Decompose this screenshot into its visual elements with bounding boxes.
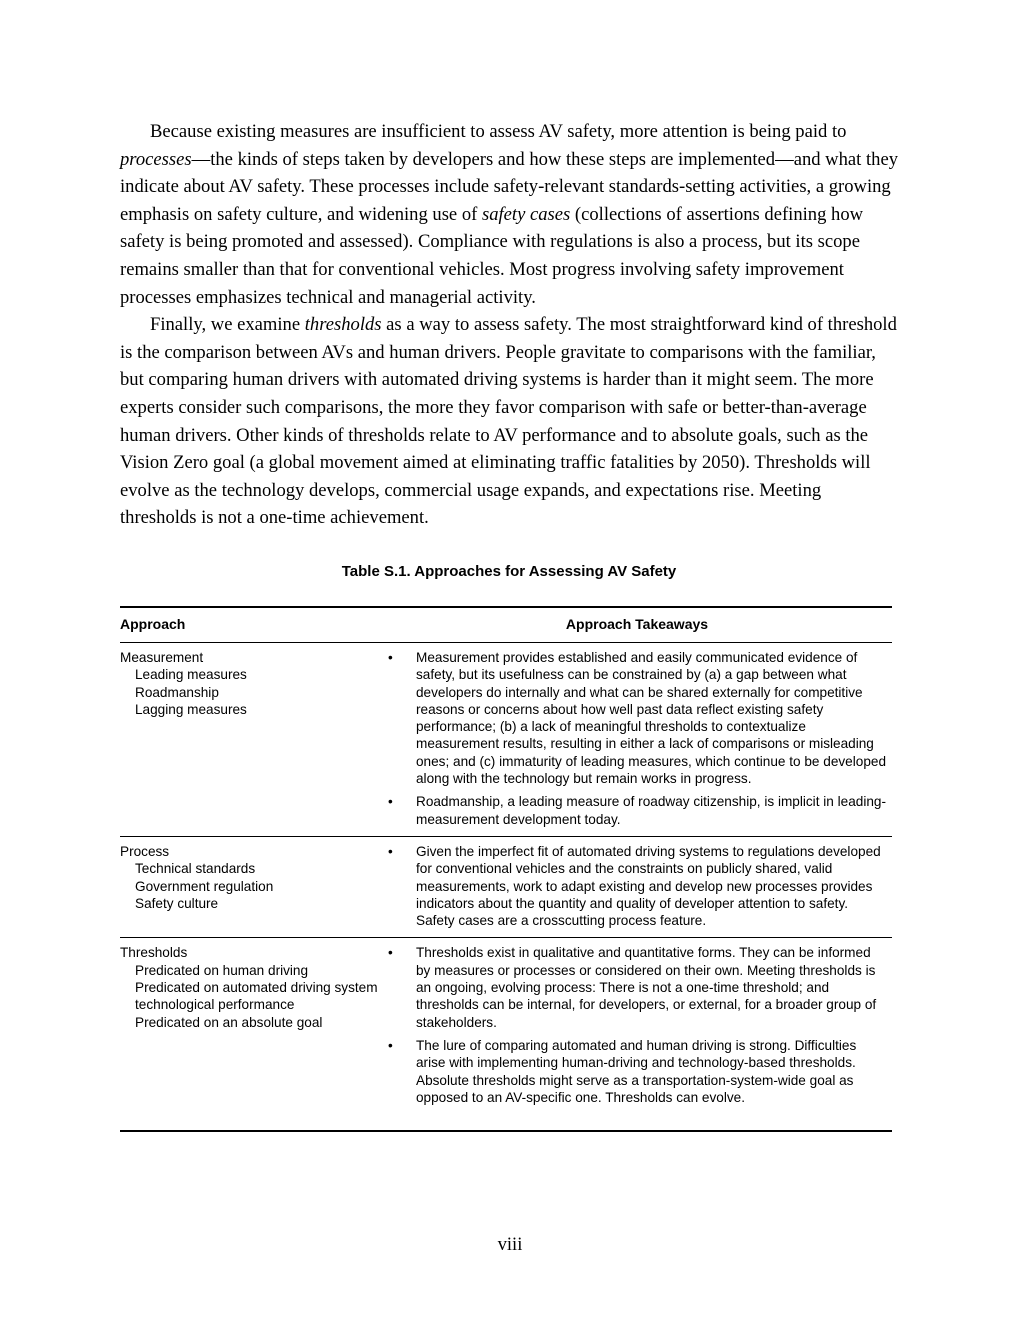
takeaways-cell <box>382 843 892 929</box>
bullet-icon: • <box>388 1037 393 1053</box>
approach-subitem: Safety culture <box>135 895 219 911</box>
approach-subitem: Predicated on an absolute goal <box>135 1014 323 1030</box>
takeaway-bullet <box>382 1037 892 1106</box>
page-number: viii <box>497 1234 523 1255</box>
paragraph-text: Finally, we examine <box>150 314 305 336</box>
table-row-process <box>120 837 892 938</box>
paragraph-processes <box>120 118 898 311</box>
approach-cell <box>120 843 382 929</box>
approach-subitem: Technical standards <box>135 861 256 877</box>
paragraph-text: —the kinds of steps taken by developers and how these steps are implemented—and what they indicate about AV safety. These processes include safety-relevant standards-setting activities, a growing emphasis on safety culture, and widening use of <box>120 148 898 225</box>
takeaway-text: The lure of comparing automated and human driving is strong. Difficulties arise with implementing human-driving and technology-based thresholds. Absolute thresholds might serve as a transportation-system-wide goal as opposed to an AV-specific one. Thresholds can evolve. <box>416 1037 857 1105</box>
emphasis-thresholds: thresholds <box>304 314 382 336</box>
bullet-icon: • <box>388 945 393 961</box>
bullet-icon: • <box>388 794 393 810</box>
table-title: Table S.1. Approaches for Assessing AV Safety <box>341 563 677 580</box>
approach-subitem: Predicated on automated driving system technological performance <box>135 980 378 1013</box>
takeaway-text: Roadmanship, a leading measure of roadway citizenship, is implicit in leading-measurement development today. <box>416 794 886 827</box>
approach-subitem: Government regulation <box>135 878 274 894</box>
header-takeaways: Approach Takeaways <box>565 616 709 633</box>
emphasis-processes: processes <box>120 148 192 170</box>
approach-name: Measurement <box>120 650 204 665</box>
header-approach: Approach <box>120 616 186 633</box>
paragraph-text: Because existing measures are insufficient to assess AV safety, more attention is being paid to <box>150 121 847 142</box>
takeaway-text: Given the imperfect fit of automated driving systems to regulations developed for conventional vehicles and the constraints on publicly shared, valid measurements, work to adapt existing and develop new processes provides indicators about the quantity and quality of developer attention to safety. Safety cases are a crosscutting process feature. <box>416 843 881 929</box>
approach-name: Process <box>120 843 170 859</box>
approach-name: Thresholds <box>120 945 188 961</box>
approach-cell <box>120 944 382 1106</box>
approach-subitem: Leading measures <box>135 667 247 683</box>
emphasis-safety-cases: safety cases <box>481 203 571 225</box>
takeaway-bullet <box>382 649 892 787</box>
approaches-table <box>120 606 892 1132</box>
takeaway-bullet <box>382 944 892 1030</box>
takeaway-bullet <box>382 843 892 929</box>
approach-subitem: Predicated on human driving <box>135 962 309 978</box>
table-row-measurement <box>120 643 892 837</box>
approach-subitem: Roadmanship <box>135 684 219 700</box>
table-row-thresholds <box>120 938 892 1132</box>
approach-cell <box>120 649 382 828</box>
takeaways-cell <box>382 944 892 1106</box>
bullet-icon: • <box>388 843 393 859</box>
takeaway-bullet <box>382 793 892 828</box>
approach-subitem: Lagging measures <box>135 701 247 717</box>
paragraph-text: as a way to assess safety. The most straightforward kind of threshold is the comparison between AVs and human drivers. People gravitate to comparisons with the familiar, but comparing human drivers with automated driving systems is harder than it might seem. The more experts consider such comparisons, the more they favor comparison with safe or better-than-average human drivers. Other kinds of thresholds relate to AV performance and to absolute goals, such as the Vision Zero goal (a global movement aimed at eliminating traffic fatalities by 2050). Thresholds will evolve as the technology develops, commercial usage expands, and expectations rise. Meeting thresholds is not a one-time achievement. <box>120 314 897 529</box>
takeaways-cell <box>382 649 892 828</box>
paragraph-text: (collections of assertions defining how safety is being promoted and assessed). Compliance with regulations is also a process, but its scope remains smaller than that for conventional vehicles. Most progress involving safety improvement processes emphasizes technical and managerial activity. <box>120 203 864 308</box>
paragraph-thresholds <box>120 311 898 532</box>
table-header-row <box>120 608 892 643</box>
takeaway-text: Measurement provides established and easily communicated evidence of safety, but its usefulness can be constrained by (a) a gap between what developers do internally and what can be shared externally for competitive reasons or concerns about how well past data reflect existing safety performance; (b) a lack of meaningful thresholds to contextualize measurement results, resulting in either a lack of comparisons or misleading ones; and (c) immaturity of leading measures, which continue to be developed along with the technology but remain works in progress. <box>416 650 886 787</box>
bullet-icon: • <box>388 650 393 665</box>
takeaway-text: Thresholds exist in qualitative and quantitative forms. They can be informed by measures or processes or considered on their own. Meeting thresholds is an ongoing, evolving process: There is not a one-time threshold; and thresholds can be internal, for developers, or external, for a broader group of stakeholders. <box>416 945 877 1030</box>
body-text <box>120 118 898 532</box>
